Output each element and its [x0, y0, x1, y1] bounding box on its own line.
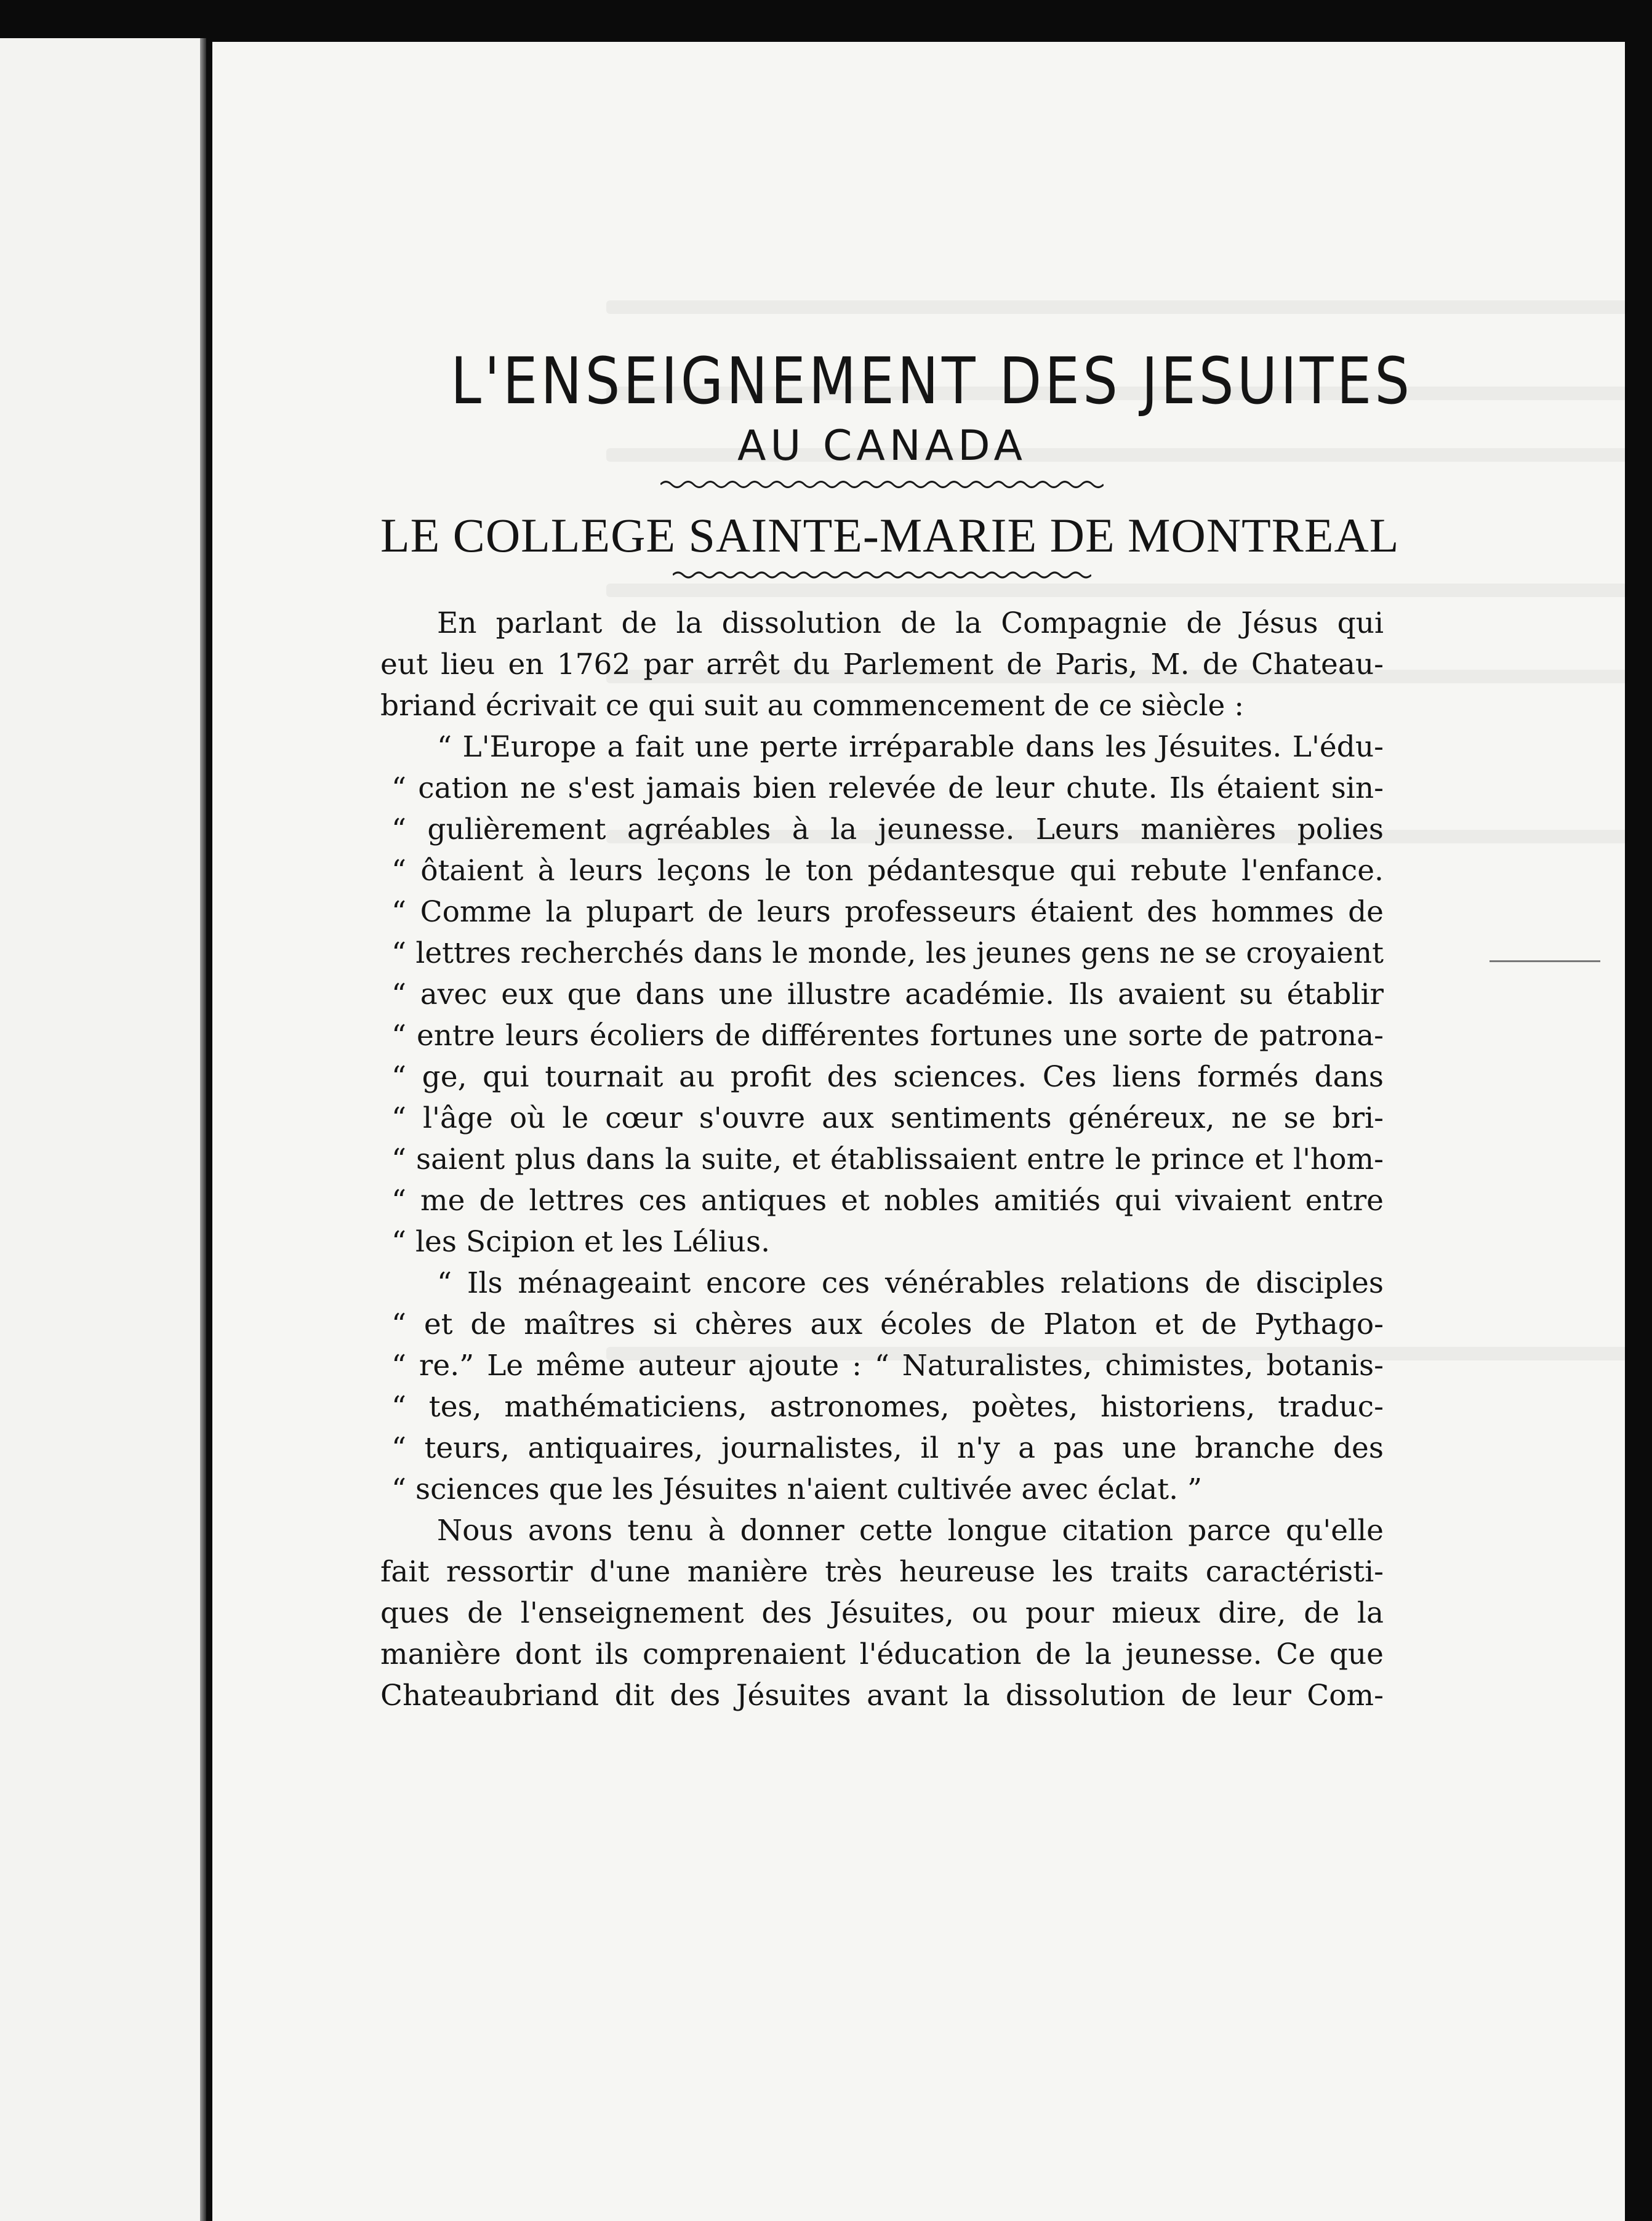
text-line: “ les Scipion et les Lélius. [391, 1224, 771, 1259]
ornamental-rule [673, 568, 1091, 582]
text-line: “ gulièrement agréables à la jeunesse. Leurs manières polies [391, 812, 1384, 846]
text-line: “ sciences que les Jésuites n'aient cultivée avec éclat. ” [391, 1472, 1203, 1506]
ornamental-rule [660, 477, 1104, 492]
text-line: “ me de lettres ces antiques et nobles amitiés qui vivaient entre [391, 1183, 1384, 1218]
text-line: “ cation ne s'est jamais bien relevée de leur chute. Ils étaient sin- [391, 771, 1384, 805]
paragraph [380, 1263, 1384, 1510]
paragraph [380, 603, 1384, 726]
text-line: “ Comme la plupart de leurs professeurs étaient des hommes de [391, 894, 1384, 929]
show-through [606, 300, 1628, 314]
page-subtitle: AU CANADA [737, 421, 1027, 470]
text-line: Nous avons tenu à donner cette longue citation parce qu'elle [437, 1513, 1384, 1548]
text-line: Chateaubriand dit des Jésuites avant la dissolution de leur Com- [380, 1678, 1384, 1713]
text-line: ques de l'enseignement des Jésuites, ou pour mieux dire, de la [380, 1596, 1384, 1630]
text-line: “ entre leurs écoliers de différentes fortunes une sorte de patrona- [391, 1018, 1384, 1053]
text-line: “ l'âge où le cœur s'ouvre aux sentiments généreux, ne se bri- [391, 1101, 1384, 1135]
text-line: briand écrivait ce qui suit au commencement de ce siècle : [380, 688, 1245, 723]
text-line: “ lettres recherchés dans le monde, les jeunes gens ne se croyaient [391, 936, 1384, 970]
text-line: En parlant de la dissolution de la Compagnie de Jésus qui [437, 606, 1384, 640]
stray-mark [1490, 960, 1600, 962]
text-line: “ et de maîtres si chères aux écoles de Platon et de Pythago- [391, 1307, 1384, 1341]
page-title: L'ENSEIGNEMENT DES JESUITES [451, 343, 1413, 419]
text-line: “ ôtaient à leurs leçons le ton pédantesque qui rebute l'enfance. [391, 853, 1384, 888]
paragraph [380, 1510, 1384, 1716]
text-line: eut lieu en 1762 par arrêt du Parlement de Paris, M. de Chateau- [380, 647, 1384, 681]
paragraph [380, 726, 1384, 1263]
text-line: “ avec eux que dans une illustre académie. Ils avaient su établir [391, 977, 1384, 1011]
book-spine-shadow [200, 38, 206, 2221]
text-line: “ L'Europe a fait une perte irréparable dans les Jésuites. L'édu- [437, 729, 1384, 764]
text-line: “ ge, qui tournait au profit des sciences. Ces liens formés dans [391, 1059, 1384, 1094]
section-heading: LE COLLEGE SAINTE-MARIE DE MONTREAL [380, 508, 1400, 563]
text-line: manière dont ils comprenaient l'éducation de la jeunesse. Ce que [380, 1637, 1384, 1671]
text-line: “ teurs, antiquaires, journalistes, il n'y a pas une branche des [391, 1431, 1384, 1465]
facing-page-edge [0, 38, 206, 2221]
article [380, 343, 1413, 1716]
text-line: “ re.” Le même auteur ajoute : “ Naturalistes, chimistes, botanis- [391, 1348, 1384, 1383]
text-line: fait ressortir d'une manière très heureuse les traits caractéristi- [380, 1554, 1384, 1589]
text-line: “ tes, mathématiciens, astronomes, poètes, historiens, traduc- [391, 1389, 1384, 1424]
text-line: “ saient plus dans la suite, et établissaient entre le prince et l'hom- [391, 1142, 1384, 1176]
text-line: “ Ils ménageaint encore ces vénérables relations de disciples [437, 1266, 1384, 1300]
body-text [380, 603, 1384, 1716]
